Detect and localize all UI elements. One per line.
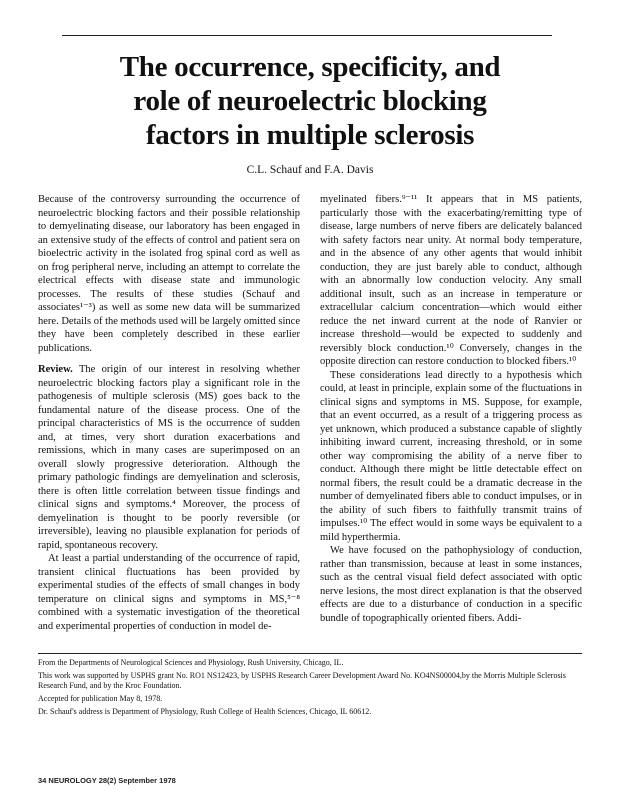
title-line-1: The occurrence, specificity, and [119,51,501,83]
left-column [38,193,300,633]
right-paragraph-1: myelinated fibers.⁹⁻¹¹ It appears that in MS patients, particularly those with the exacerbating/remitting type of disease, large numbers of nerve fibers are delicately balanced with safety factors near unity. At normal body temperature, and in the absence of any other agents that would inhibit conduction, they are just barely able to conduct, although with an abnormally low conduction velocity. Any small additional insult, such as an increase in temperature or extracellular calcium concentration—which would either reduce the net inward current at the node of Ranvier or increase threshold—would be expected to suddenly and reversibly block conduction.¹⁰ Conversely, changes in the opposite direction can restore conduction to blocked fibers.¹⁰ [320,194,582,367]
footnote-rule [38,653,582,654]
footnote-support: This work was supported by USPHS grant No. RO1 NS12423, by USPHS Research Career Development Award No. KO4NS00004,by the Morris Multiple Sclerosis Research Fund, and by the Kroc Foundation. [38,671,566,690]
footnote-accepted: Accepted for publication May 8, 1978. [38,694,163,703]
footnotes [38,658,582,720]
right-paragraph-2: These considerations lead directly to a hypothesis which could, at least in principle, explain some of the fluctuations in clinical signs and symptoms in MS. Suppose, for example, that an event occurred, as a result of a triggering process as yet unknown, which produced a substance capable of slightly inhibiting inward current, increasing threshold, or in some other way compromising the ability of a nerve fiber to conduct. Although there might be little detectable effect on normal fibers, the result could be a dramatic decrease in the number of demyelinated fibers able to conduct impulses, or in the ability of such fibers to faithfully transmit trains of impulses.¹⁰ The effect would in some ways be equivalent to a mild hyperthermia. [320,369,582,543]
right-column [320,193,582,625]
top-rule [62,35,552,36]
title-line-2: role of neuroelectric blocking [133,85,487,117]
intro-paragraph: Because of the controversy surrounding the occurrence of neuroelectric blocking factors and their possible relationship to demyelinating disease, our laboratory has been engaged in an extensive study of the effects of control and patient sera on bioelectric activity in the isolated frog spinal cord as well as on frog peripheral nerve, including an attempt to correlate the electrical effects with disease state and immunologic processes. The results of these studies (Schauf and associates¹⁻³) as well as some new data will be summarized here. Details of the methods used will be largely omitted since they have been completely described in these earlier publications. [38,194,300,354]
review-heading: Review. [38,364,73,375]
footnote-address: Dr. Schauf's address is Department of Physiology, Rush College of Health Sciences, Chicago, IL 60612. [38,707,372,716]
review-paragraph [38,363,300,552]
right-paragraph-3: We have focused on the pathophysiology of conduction, rather than transmission, because at least in some instances, such as the central visual field defect associated with optic nerve lesions, the most direct explanation is that the observed effects are due to a disturbance of conduction in a specific bundle of topographically oriented fibers. Addi- [320,545,582,624]
page-footer: 34 NEUROLOGY 28(2) September 1978 [38,776,176,785]
authors: C.L. Schauf and F.A. Davis [246,164,374,176]
review-text: The origin of our interest in resolving whether neuroelectric blocking factors play a significant role in the pathogenesis of multiple sclerosis (MS) goes back to the fundamental nature of the disease process. One of the principal characteristics of MS is the occurrence of sudden and, at times, very short duration exacerbations and remissions, which in many cases are superimposed on an overall slowly progressive deterioration. Although the primary pathologic findings are demyelination and sclerosis, there is often little correlation between tissue findings and clinical signs and symptoms.⁴ Moreover, the process of demyelination is thought to be poorly reversible (or irreversible), leaving no plausible explanation for periods of rapid, spontaneous recovery. [38,364,300,551]
article-title [40,50,580,152]
left-paragraph-3: At least a partial understanding of the occurrence of rapid, transient clinical fluctuations has been provided by experimental studies of the effects of small changes in body temperature on clinical signs and symptoms in MS,⁵⁻⁸ combined with a systematic investigation of the theoretical and experimental properties of conduction in model de- [38,553,300,632]
title-line-3: factors in multiple sclerosis [145,119,475,151]
footnote-affiliation: From the Departments of Neurological Sciences and Physiology, Rush University, Chicago, IL. [38,658,344,667]
